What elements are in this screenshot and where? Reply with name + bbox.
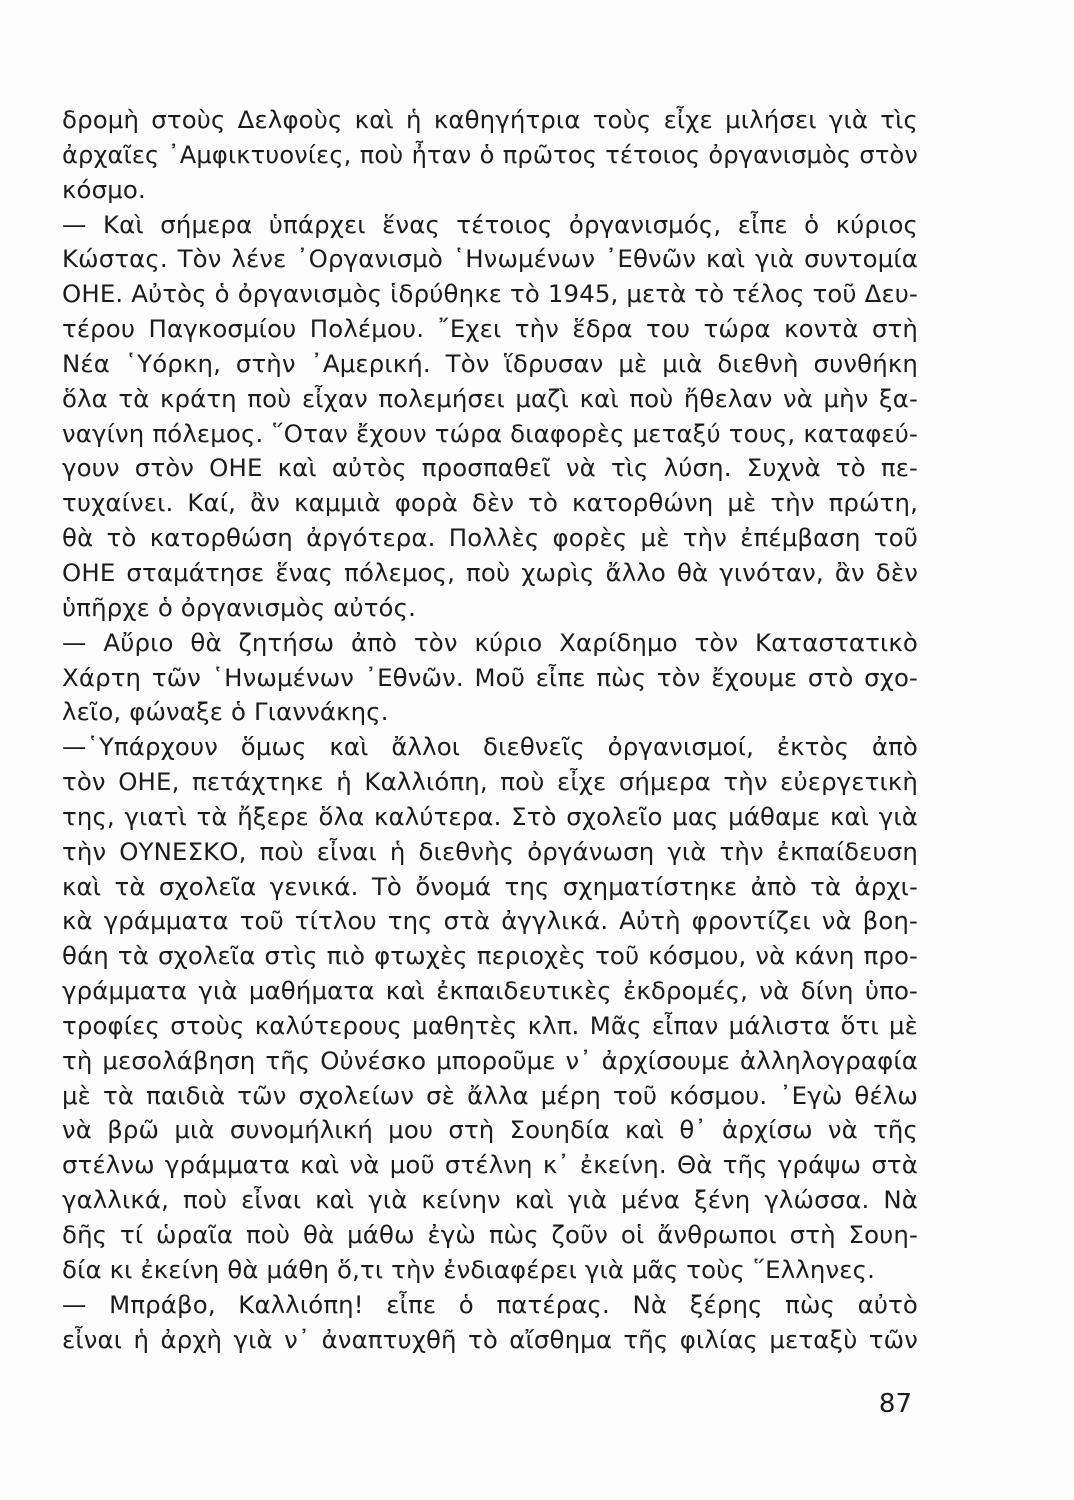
text-line: γράμματα γιὰ μαθήματα καὶ ἐκπαιδευτικὲς ἐκδρομές, νὰ δίνη ὑπο- (62, 976, 918, 1006)
text-line: τὸν ΟΗΕ, πετάχτηκε ἡ Καλλιόπη, ποὺ εἶχε σήμερα τὴν εὐεργετικὴ (62, 767, 918, 797)
text-line: ὑπῆρχε ὁ ὀργανισμὸς αὐτός. (62, 592, 416, 622)
text-line: ΟΗΕ. Αὐτὸς ὁ ὀργανισμὸς ἱδρύθηκε τὸ 1945, μετὰ τὸ τέλος τοῦ Δευ- (62, 279, 918, 309)
text-line: — Μπράβο, Καλλιόπη! εἶπε ὁ πατέρας. Νὰ ξέρης πὼς αὐτὸ (62, 1289, 918, 1319)
text-line: — Καὶ σήμερα ὑπάρχει ἕνας τέτοιος ὀργανισμός, εἶπε ὁ κύριος (62, 209, 918, 239)
text-line: κόσμο. (62, 174, 146, 204)
text-line: κὰ γράμματα τοῦ τίτλου της στὰ ἀγγλικά. Αὐτὴ φροντίζει νὰ βοη- (62, 906, 918, 936)
text-line: νὰ βρῶ μιὰ συνομήλική μου στὴ Σουηδία καὶ θ᾿ ἀρχίσω νὰ τῆς (62, 1115, 918, 1145)
text-line: ΟΗΕ σταμάτησε ἕνας πόλεμος, ποὺ χωρὶς ἄλλο θὰ γινόταν, ἂν δὲν (62, 557, 918, 587)
text-line: Κώστας. Τὸν λένε ᾿Οργανισμὸ ῾Ηνωμένων ᾿Εθνῶν καὶ γιὰ συντομία (62, 244, 918, 274)
text-line: καὶ τὰ σχολεῖα γενικά. Τὸ ὄνομά της σχηματίστηκε ἀπὸ τὰ ἀρχι- (62, 871, 918, 901)
text-line: δῆς τί ὡραῖα ποὺ θὰ μάθω ἐγὼ πὼς ζοῦν οἱ ἄνθρωποι στὴ Σουη- (62, 1220, 918, 1249)
text-line: εἶναι ἡ ἀρχὴ γιὰ ν᾿ ἀναπτυχθῆ τὸ αἴσθημα τῆς φιλίας μεταξὺ τῶν (62, 1324, 918, 1354)
text-line: ἀρχαῖες ᾿Αμφικτυονίες, ποὺ ἦταν ὁ πρῶτος τέτοιος ὀργανισμὸς στὸν (62, 140, 918, 169)
text-line: Νέα ῾Υόρκη, στὴν ᾿Αμερική. Τὸν ἵδρυσαν μὲ μιὰ διεθνὴ συνθήκη (62, 348, 918, 378)
text-line: τροφίες στοὺς καλύτερους μαθητὲς κλπ. Μᾶς εἶπαν μάλιστα ὅτι μὲ (62, 1010, 918, 1040)
text-line: γαλλικά, ποὺ εἶναι καὶ γιὰ κείνην καὶ γιὰ μένα ξένη γλώσσα. Νὰ (62, 1185, 918, 1215)
text-line: δία κι ἐκείνη θὰ μάθη ὅ,τι τὴν ἐνδιαφέρει γιὰ μᾶς τοὺς ῞Ελληνες. (62, 1254, 875, 1284)
text-line: της, γιατὶ τὰ ἤξερε ὅλα καλύτερα. Στὸ σχολεῖο μας μάθαμε καὶ γιὰ (62, 801, 918, 831)
body-text (62, 103, 918, 1357)
text-line: δρομὴ στοὺς Δελφοὺς καὶ ἡ καθηγήτρια τοὺς εἶχε μιλήσει γιὰ τὶς (62, 105, 918, 134)
text-line: γουν στὸν ΟΗΕ καὶ αὐτὸς προσπαθεῖ νὰ τὶς λύση. Συχνὰ τὸ πε- (62, 453, 918, 483)
text-line: μὲ τὰ παιδιὰ τῶν σχολείων σὲ ἄλλα μέρη τοῦ κόσμου. ᾿Εγὼ θέλω (62, 1080, 918, 1110)
text-line: τέρου Παγκοσμίου Πολέμου. ῎Εχει τὴν ἕδρα του τώρα κοντὰ στὴ (62, 314, 918, 344)
text-line: θὰ τὸ κατορθώση ἀργότερα. Πολλὲς φορὲς μὲ τὴν ἐπέμβαση τοῦ (62, 523, 918, 553)
text-line: τὴ μεσολάβηση τῆς Οὐνέσκο μποροῦμε ν᾿ ἀρχίσουμε ἀλληλογραφία (62, 1045, 918, 1075)
page-number: 87 (878, 1389, 912, 1419)
text-line: Χάρτη τῶν ῾Ηνωμένων ᾿Εθνῶν. Μοῦ εἶπε πὼς τὸν ἔχουμε στὸ σχο- (62, 662, 918, 692)
text-line: στέλνω γράμματα καὶ νὰ μοῦ στέλνη κ᾿ ἐκείνη. Θὰ τῆς γράψω στὰ (62, 1150, 918, 1180)
text-line: ναγίνη πόλεμος. ῞Οταν ἔχουν τώρα διαφορὲς μεταξύ τους, καταφεύ- (62, 418, 918, 448)
text-line: ὅλα τὰ κράτη ποὺ εἶχαν πολεμήσει μαζὶ καὶ ποὺ ἤθελαν νὰ μὴν ξα- (62, 383, 918, 413)
text-line: τὴν ΟΥΝΕΣΚΟ, ποὺ εἶναι ἡ διεθνὴς ὀργάνωση γιὰ τὴν ἐκπαίδευση (62, 836, 918, 866)
text-line: λεῖο, φώναξε ὁ Γιαννάκης. (62, 697, 389, 727)
text-line: — Αὔριο θὰ ζητήσω ἀπὸ τὸν κύριο Χαρίδημο τὸν Καταστατικὸ (62, 627, 918, 657)
text-line: θάη τὰ σχολεῖα στὶς πιὸ φτωχὲς περιοχὲς τοῦ κόσμου, νὰ κάνη προ- (62, 941, 918, 971)
text-line: —῾Υπάρχουν ὅμως καὶ ἄλλοι διεθνεῖς ὀργανισμοί, ἐκτὸς ἀπὸ (62, 732, 918, 762)
text-line: τυχαίνει. Καί, ἂν καμμιὰ φορὰ δὲν τὸ κατορθώνη μὲ τὴν πρώτη, (62, 488, 918, 518)
